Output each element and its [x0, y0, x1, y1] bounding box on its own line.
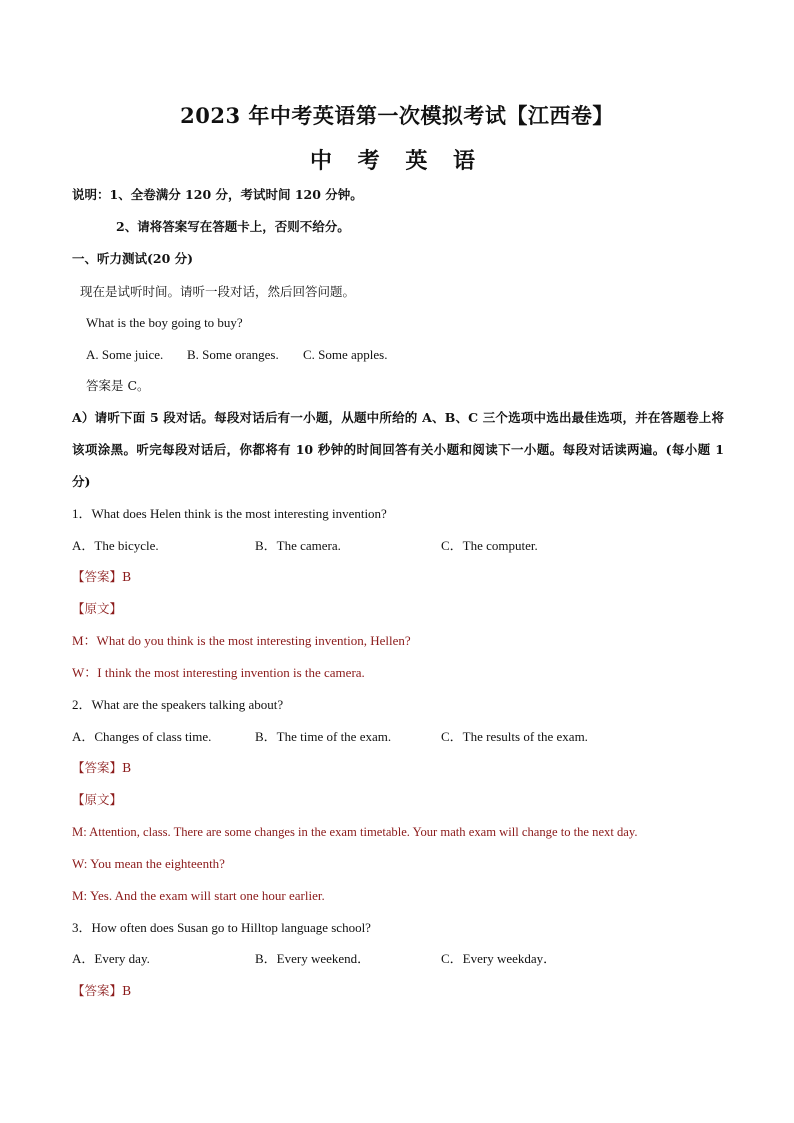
instruction-line-1: 说明：1、全卷满分 120 分，考试时间 120 分钟。	[72, 187, 363, 202]
question-2-option-a: A．Changes of class time.	[72, 729, 212, 744]
question-1-option-a: A．The bicycle.	[72, 538, 159, 553]
question-2-transcript-line-2: W: You mean the eighteenth?	[72, 856, 225, 871]
example-option-a: A. Some juice.	[86, 347, 164, 362]
example-answer: 答案是 C。	[86, 378, 150, 393]
question-2-transcript-line-3: M: Yes. And the exam will start one hour earlier.	[72, 888, 325, 903]
example-intro: 现在是试听时间。请听一段对话，然后回答问题。	[80, 284, 356, 299]
instruction-line-2: 2、请将答案写在答题卡上，否则不给分。	[116, 219, 350, 234]
question-2-option-c: C．The results of the exam.	[441, 729, 588, 744]
section-heading-listening: 一、听力测试(20 分)	[72, 251, 194, 266]
question-1-option-c: C．The computer.	[441, 538, 538, 553]
question-2-option-b: B．The time of the exam.	[255, 729, 392, 744]
question-1-transcript-line-2: W：I think the most interesting invention is the camera.	[72, 665, 365, 680]
part-a-instructions: A）请听下面 5 段对话。每段对话后有一小题，从题中所给的 A、B、C 三个选项中选出最佳选项，并在答题卷上将该项涂黑。听完每段对话后，你都将有 10 秒钟的时间回答有关小题和阅读下一小题。每段对话读两遍。(每小题 1 分)	[72, 410, 724, 489]
question-1-transcript-line-1: M：What do you think is the most interesting invention, Hellen?	[72, 633, 411, 648]
example-option-b: B. Some oranges.	[187, 347, 279, 362]
question-3-answer: 【答案】B	[72, 983, 132, 998]
question-1-transcript-label: 【原文】	[72, 601, 123, 616]
question-3-option-c: C．Every weekday．	[441, 951, 557, 966]
question-2-transcript-line-1: M: Attention, class. There are some changes in the exam timetable. Your math exam will change to the next day.	[72, 825, 638, 839]
question-3-option-a: A．Every day.	[72, 951, 150, 966]
example-option-c: C. Some apples.	[303, 347, 388, 362]
question-1-option-b: B．The camera.	[255, 538, 341, 553]
question-2-stem: 2．What are the speakers talking about?	[72, 697, 284, 712]
question-1-answer: 【答案】B	[72, 569, 132, 584]
question-3-option-b: B．Every weekend．	[255, 951, 371, 966]
question-1-stem: 1．What does Helen think is the most interesting invention?	[72, 506, 387, 521]
question-3-stem: 3．How often does Susan go to Hilltop language school?	[72, 920, 371, 935]
page-subtitle: 中 考 英 语	[310, 148, 484, 174]
question-2-answer: 【答案】B	[72, 760, 132, 775]
example-question: What is the boy going to buy?	[86, 315, 243, 330]
question-2-transcript-label: 【原文】	[72, 792, 123, 807]
page-title: 2023 年中考英语第一次模拟考试【江西卷】	[180, 103, 614, 128]
